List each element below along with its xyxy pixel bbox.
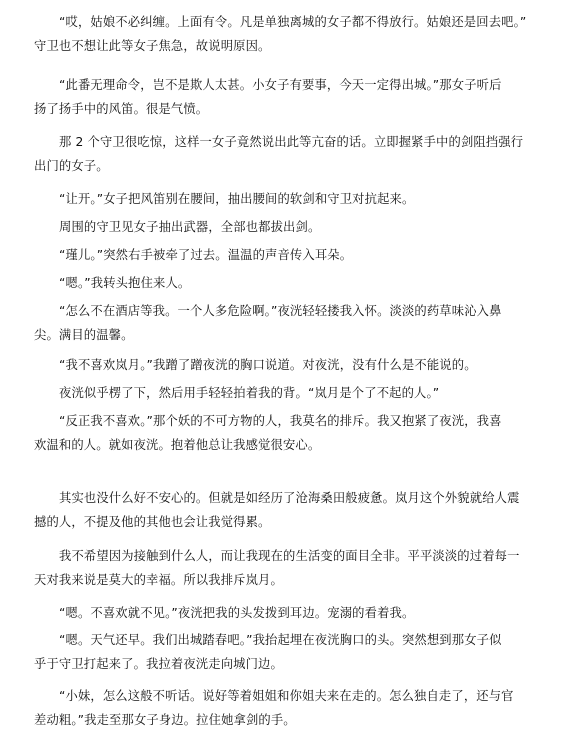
paragraph-13 <box>34 544 534 592</box>
text-line: 欢温和的人。就如夜洸。抱着他总让我感觉很安心。 <box>34 438 321 452</box>
text-line: 那 2 个守卫很吃惊，这样一女子竟然说出此等亢奋的话。立即握紧手中的剑阻挡强行 <box>59 135 524 149</box>
text-line: “嗯。天气还早。我们出城踏春吧。”我抬起埋在夜洸胸口的头。突然想到那女子似 <box>59 633 502 647</box>
paragraph-15 <box>34 628 534 676</box>
text-line: “嗯。”我转头抱住来人。 <box>59 276 191 290</box>
paragraph-8 <box>34 299 534 347</box>
text-line: “我不喜欢岚月。”我蹭了蹭夜洸的胸口说道。对夜洸，没有什么是不能说的。 <box>59 358 477 372</box>
text-line: 夜洸似乎楞了下，然后用手轻轻拍着我的背。“岚月是个了不起的人。” <box>59 386 440 400</box>
text-line: 尖。满目的温馨。 <box>34 328 134 342</box>
paragraph-6 <box>34 243 534 267</box>
text-line: “哎，姑娘不必纠缠。上面有令。凡是单独离城的女子都不得放行。姑娘还是回去吧。” <box>59 15 527 29</box>
text-line: 守卫也不想让此等女子焦急，故说明原因。 <box>34 39 271 53</box>
paragraph-2 <box>34 73 534 121</box>
text-line: 撼的人，不提及他的其他也会让我觉得累。 <box>34 515 271 529</box>
text-line: “此番无理命令，岂不是欺人太甚。小女子有要事，今天一定得出城。”那女子听后 <box>59 78 502 92</box>
text-line: 其实也没什么好不安心的。但就是如经历了沧海桑田般疲惫。岚月这个外貌就给人震 <box>59 491 520 505</box>
text-line: “怎么不在酒店等我。一个人多危险啊。”夜洸轻轻搂我入怀。淡淡的药草味沁入鼻 <box>59 304 502 318</box>
paragraph-12 <box>34 486 534 534</box>
paragraph-10 <box>34 381 534 405</box>
paragraph-16 <box>34 684 534 732</box>
text-line: 出门的女子。 <box>34 159 109 173</box>
text-line: “小妹，怎么这般不听话。说好等着姐姐和你姐夫来在走的。怎么独自走了，还与官 <box>59 689 514 703</box>
paragraph-14 <box>34 601 534 625</box>
text-line: 扬了扬手中的风笛。很是气愤。 <box>34 102 209 116</box>
text-line: “嗯。不喜欢就不见。”夜洸把我的头发拨到耳边。宠溺的看着我。 <box>59 606 415 620</box>
text-line: 天对我来说是莫大的幸福。所以我排斥岚月。 <box>34 573 283 587</box>
paragraph-11 <box>34 409 534 457</box>
paragraph-4 <box>34 187 534 211</box>
text-line: 差动粗。”我走至那女子身边。拉住她拿剑的手。 <box>34 713 296 727</box>
paragraph-9 <box>34 353 534 377</box>
text-line: “瑾儿。”突然右手被牵了过去。温温的声音传入耳朵。 <box>59 248 353 262</box>
text-line: 乎于守卫打起来了。我拉着夜洸走向城门边。 <box>34 657 283 671</box>
paragraph-5 <box>34 215 534 239</box>
paragraph-7 <box>34 271 534 295</box>
paragraph-3 <box>34 130 534 178</box>
text-line: 我不希望因为接触到什么人，而让我现在的生活变的面目全非。平平淡淡的过着每一 <box>59 549 520 563</box>
text-line: “让开。”女子把风笛别在腰间，抽出腰间的软剑和守卫对抗起来。 <box>59 192 415 206</box>
text-line: 周围的守卫见女子抽出武器，全部也都拔出剑。 <box>59 220 321 234</box>
paragraph-1 <box>34 10 534 58</box>
text-line: “反正我不喜欢。”那个妖的不可方物的人，我莫名的排斥。我又抱紧了夜洸，我喜 <box>59 414 502 428</box>
